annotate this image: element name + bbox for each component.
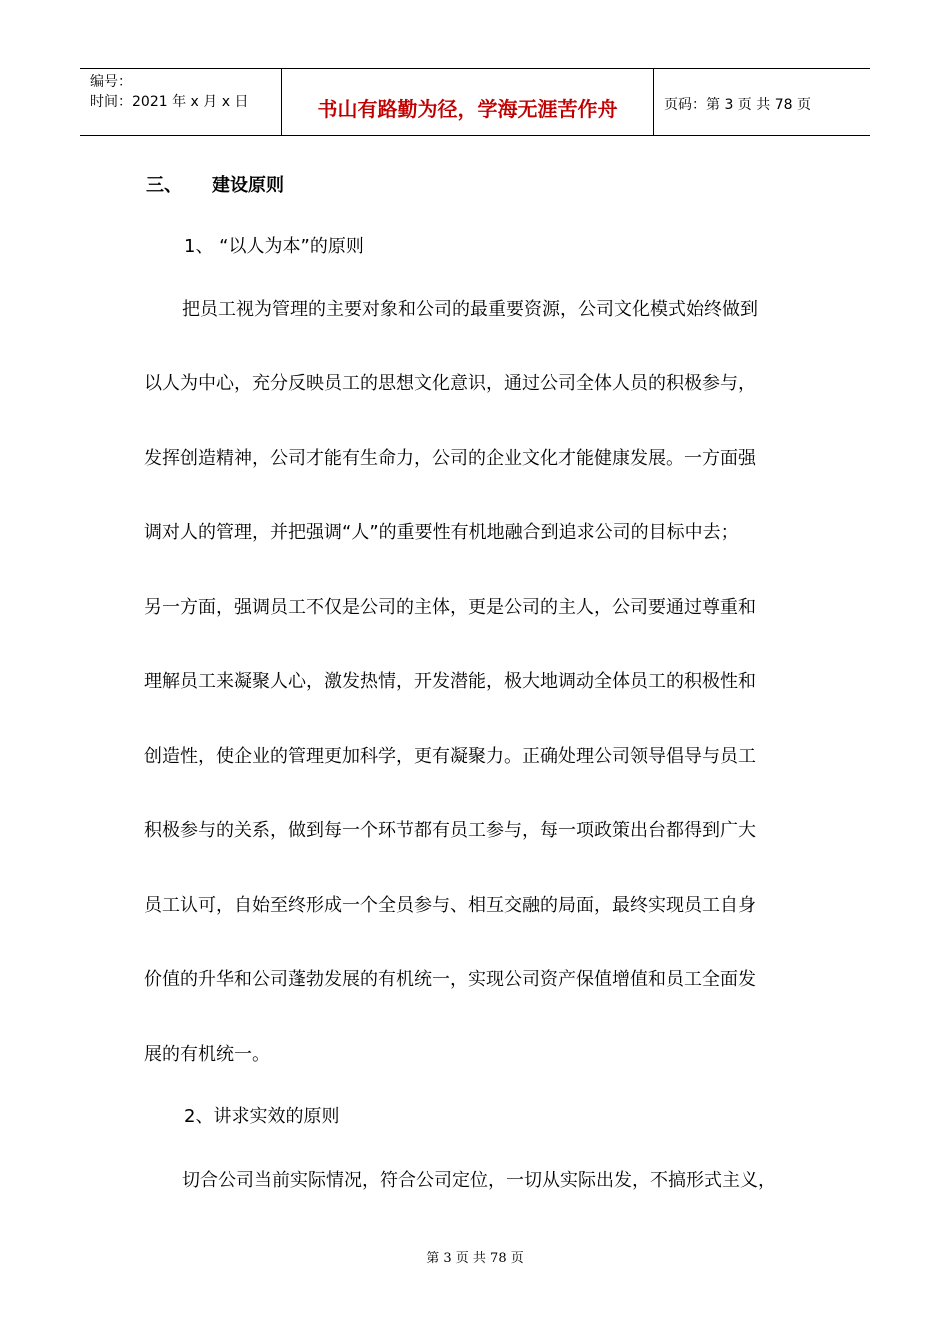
- paragraph-line: 以人为中心，充分反映员工的思想文化意识，通过公司全体人员的积极参与，: [144, 373, 756, 394]
- header-page-info: 页码：第 3 页 共 78 页: [664, 97, 811, 113]
- header-meta-cell: [80, 69, 282, 135]
- paragraph-line: 调对人的管理，并把强调“人”的重要性有机地融合到追求公司的目标中去；: [144, 522, 739, 543]
- header-page-cell: [654, 69, 870, 135]
- paragraph-line: 另一方面，强调员工不仅是公司的主体，更是公司的主人，公司要通过尊重和: [144, 597, 756, 618]
- paragraph-line: 理解员工来凝聚人心，激发热情，开发潜能，极大地调动全体员工的积极性和: [144, 671, 756, 692]
- date-label: 时间：2021 年 x 月 x 日: [90, 94, 249, 110]
- section-number: 三、: [146, 175, 182, 196]
- page-header: [80, 68, 870, 136]
- header-motto-cell: [282, 69, 654, 135]
- motto-text: 书山有路勤为径，学海无涯苦作舟: [317, 97, 618, 121]
- principle-2-heading: 2、讲求实效的原则: [184, 1106, 340, 1127]
- paragraph-line: 积极参与的关系，做到每一个环节都有员工参与，每一项政策出台都得到广大: [144, 820, 756, 841]
- serial-number-label: 编号：: [90, 74, 132, 90]
- paragraph-line: 价值的升华和公司蓬勃发展的有机统一，实现公司资产保值增值和员工全面发: [144, 969, 756, 990]
- paragraph-line: 员工认可，自始至终形成一个全员参与、相互交融的局面，最终实现员工自身: [144, 895, 756, 916]
- principle-1-heading: 1、 “以人为本”的原则: [184, 236, 364, 257]
- paragraph-line: 切合公司当前实际情况，符合公司定位，一切从实际出发，不搞形式主义，: [182, 1170, 776, 1191]
- paragraph-line: 把员工视为管理的主要对象和公司的最重要资源，公司文化模式始终做到: [182, 299, 758, 320]
- section-heading: [146, 174, 284, 198]
- paragraph-line: 创造性，使企业的管理更加科学，更有凝聚力。正确处理公司领导倡导与员工: [144, 746, 756, 767]
- page-footer: 第 3 页 共 78 页: [426, 1251, 524, 1266]
- section-title: 建设原则: [212, 175, 284, 196]
- paragraph-line: 展的有机统一。: [144, 1044, 270, 1065]
- paragraph-line: 发挥创造精神，公司才能有生命力，公司的企业文化才能健康发展。一方面强: [144, 448, 756, 469]
